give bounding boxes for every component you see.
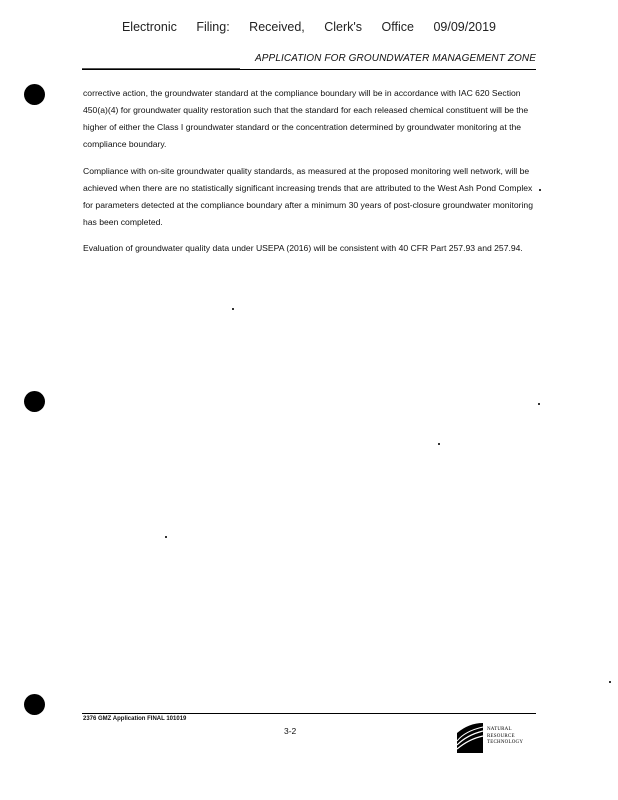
scan-speck (165, 536, 167, 538)
body-paragraph-3 (83, 240, 541, 257)
footer-divider (82, 713, 536, 714)
filing-stamp-word: Clerk's (324, 20, 363, 34)
paragraph-text: corrective action, the groundwater standard at the compliance boundary will be in accordance with IAC 620 Section 450(a)(4) for groundwater quality restoration such that the standard for each released chemical constituent will be the higher of either the Class I groundwater standard or the concentration determined by groundwater monitoring at the compliance boundary. (83, 88, 529, 149)
scan-speck (538, 403, 540, 405)
paragraph-text: Compliance with on-site groundwater quality standards, as measured at the proposed monitoring well network, will be achieved when there are no statistically significant increasing trends that are attributed to the West Ash Pond Complex for parameters detected at the compliance boundary after a minimum 30 years of post-closure groundwater monitoring has been completed. (83, 166, 533, 227)
punch-hole-top (24, 84, 45, 105)
punch-hole-bottom (24, 694, 45, 715)
header-divider (82, 69, 536, 70)
punch-hole-middle (24, 391, 45, 412)
logo-text-line: RESOURCE (487, 733, 515, 739)
page-number: 3-2 (284, 726, 297, 736)
filing-stamp-word: Electronic (121, 20, 177, 34)
scan-speck (438, 443, 440, 445)
page-header-title: APPLICATION FOR GROUNDWATER MANAGEMENT ZONE (255, 53, 536, 64)
logo-text-line: TECHNOLOGY (487, 740, 524, 745)
paragraph-text: Evaluation of groundwater quality data under USEPA (2016) will be consistent with 40 CFR Part 257.93 and 257.94. (83, 243, 523, 253)
footer-document-id: 2376 GMZ Application FINAL 101019 (83, 716, 187, 722)
filing-stamp-word: Filing: (196, 20, 230, 34)
logo-text-line: NATURAL (487, 727, 512, 732)
scan-speck (232, 308, 234, 310)
filing-stamp-word: Received, (249, 20, 305, 34)
scan-speck (539, 189, 541, 191)
scan-speck (609, 681, 611, 683)
filing-stamp-word: Office (381, 20, 414, 34)
filing-stamp (0, 20, 618, 34)
body-paragraph-2 (83, 163, 541, 231)
filing-stamp-date: 09/09/2019 (433, 20, 497, 34)
company-logo (455, 721, 535, 757)
logo-text (487, 727, 523, 747)
logo-mark-icon (455, 721, 485, 755)
body-paragraph-1 (83, 85, 541, 153)
